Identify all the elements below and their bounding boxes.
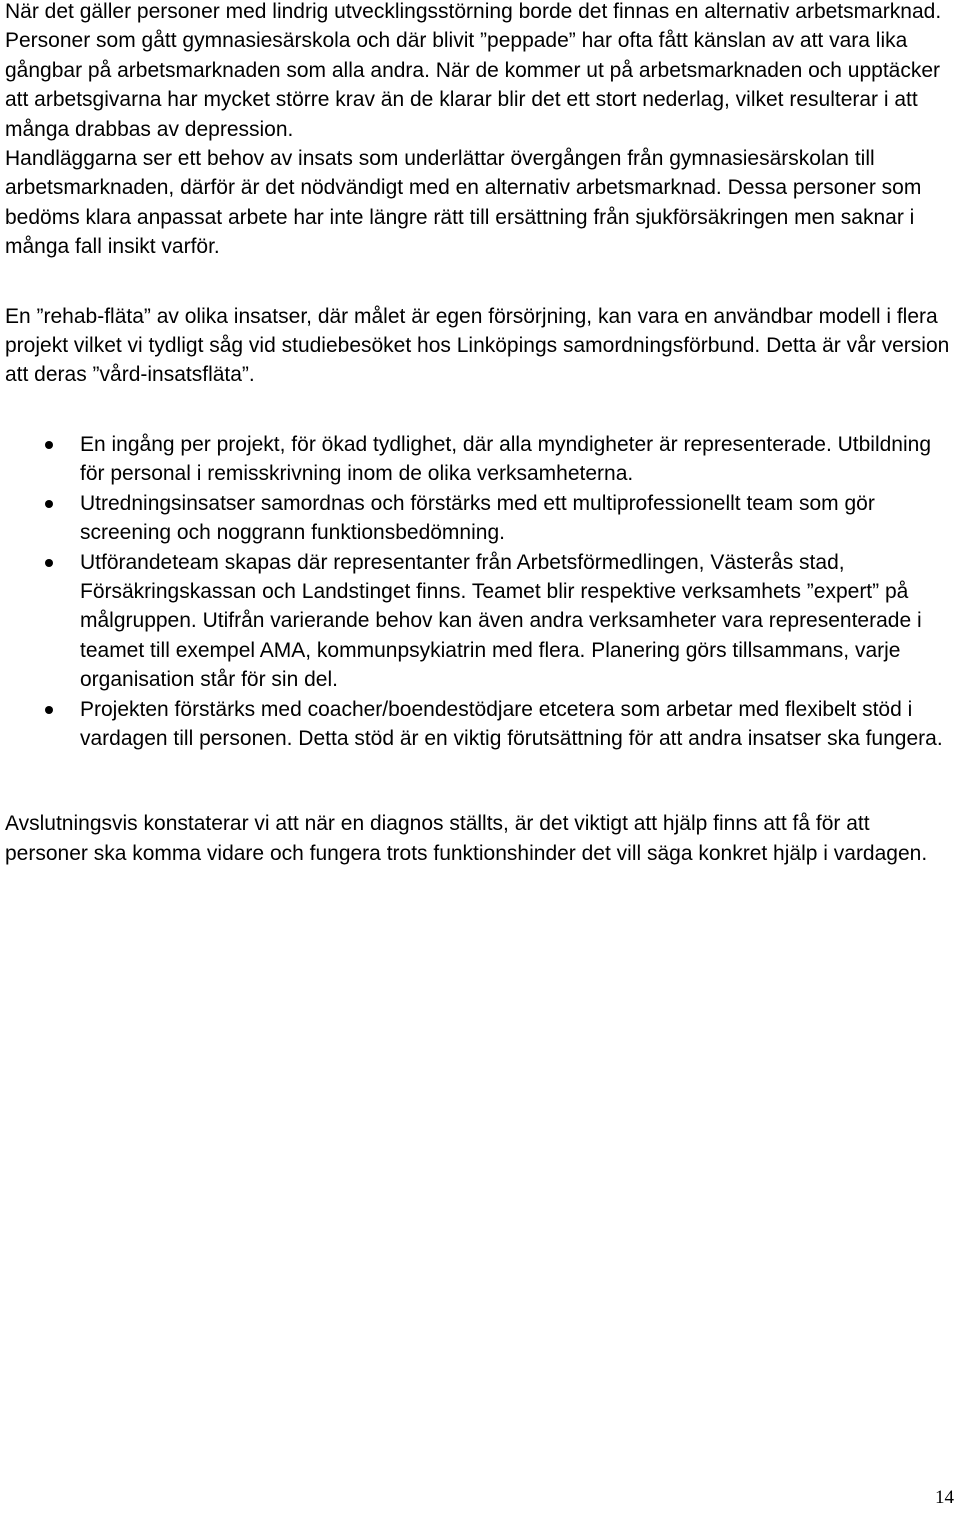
paragraph-caseworkers-need: Handläggarna ser ett behov av insats som underlättar övergången från gymnasiesärskolan till arbetsmarknaden, därför är det nödvändigt med en alternativ arbetsmarknad. Dessa personer som bedöms klara anpassat arbete har inte längre rätt till ersättning från sjukförsäkringen men saknar i många fall insikt varför. <box>5 147 922 259</box>
paragraph-conclusion: Avslutningsvis konstaterar vi att när en diagnos ställts, är det viktigt att hjälp finns att få för att personer ska komma vidare och fungera trots funktionshinder det vill säga konkret hjälp i vardagen. <box>5 812 928 865</box>
list-item-text: Utredningsinsatser samordnas och förstärks med ett multiprofessionellt team som gör screening och noggrann funktionsbedömning. <box>80 491 875 545</box>
bullet-icon <box>45 441 53 449</box>
bullet-icon <box>45 706 53 714</box>
measures-bullet-list <box>5 430 955 753</box>
list-item <box>5 430 955 489</box>
paragraph-spacer <box>5 390 955 430</box>
list-item <box>5 489 955 548</box>
bullet-icon <box>45 500 53 508</box>
list-item <box>5 548 955 695</box>
paragraph-spacer <box>5 753 955 809</box>
document-page <box>5 0 955 868</box>
list-item <box>5 695 955 754</box>
bullet-icon <box>45 559 53 567</box>
paragraph-rehab-flata: En ”rehab-fläta” av olika insatser, där målet är egen försörjning, kan vara en användbar modell i flera projekt vilket vi tydligt såg vid studiebesöket hos Linköpings samordningsförbund. Detta är vår version att deras ”vård-insatsfläta”. <box>5 304 950 387</box>
list-item-text: Projekten förstärks med coacher/boendestödjare etcetera som arbetar med flexibelt stöd i vardagen till personen. Detta stöd är en viktig förutsättning för att andra insatser ska fungera. <box>80 697 943 750</box>
paragraph-alternative-labour-market: När det gäller personer med lindrig utvecklingsstörning borde det finnas en alternativ arbetsmarknad. Personer som gått gymnasiesärskola och där blivit ”peppade” har ofta fått känslan av att vara lika gångbar på arbetsmarknaden som alla andra. När de kommer ut på arbetsmarknaden och upptäcker att arbetsgivarna har mycket större krav än de klarar blir det ett stort nederlag, vilket resulterar i att många drabbas av depression. <box>5 0 942 141</box>
list-item-text: En ingång per projekt, för ökad tydlighet, där alla myndigheter är representerade. Utbildning för personal i remisskrivning inom de olika verksamheterna. <box>80 432 932 486</box>
list-item-text: Utförandeteam skapas där representanter från Arbetsförmedlingen, Västerås stad, Försäkringskassan och Landstinget finns. Teamet blir respektive verksamhets ”expert” på målgruppen. Utifrån varierande behov kan även andra verksamheter vara representerade i teamet till exempel AMA, kommunpsykiatrin med flera. Planering görs tillsammans, varje organisation står för sin del. <box>80 550 922 692</box>
paragraph-spacer <box>5 262 955 302</box>
page-number: 14 <box>935 1487 954 1508</box>
